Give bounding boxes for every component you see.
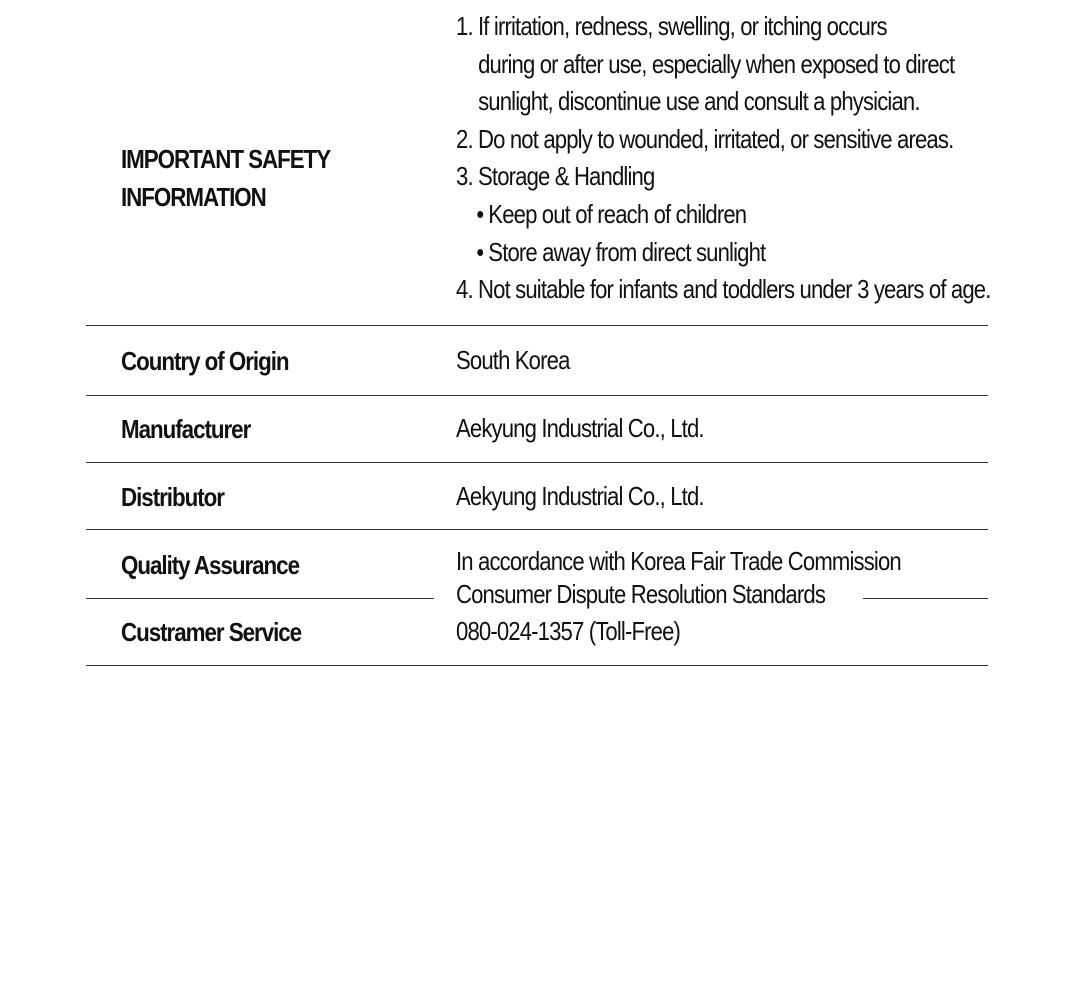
service-label: Custramer Service xyxy=(121,617,302,647)
safety-item-1-continued: sunlight, discontinue use and consult a physician. xyxy=(478,86,920,117)
bullet-text: Keep out of reach of children xyxy=(488,198,747,229)
row-divider-left xyxy=(86,598,434,599)
origin-label: Country of Origin xyxy=(121,346,289,376)
row-divider-right xyxy=(863,598,988,599)
safety-item-1: 1. If irritation, redness, swelling, or itching occurs xyxy=(456,11,887,41)
safety-item-3: 3. Storage & Handling xyxy=(456,161,655,192)
bullet-icon: • xyxy=(476,236,484,267)
bullet-icon: • xyxy=(476,198,484,229)
table-bottom-divider xyxy=(86,665,988,666)
safety-list xyxy=(456,8,991,309)
safety-label xyxy=(121,140,330,216)
safety-label-line: INFORMATION xyxy=(121,182,266,212)
row-divider xyxy=(86,529,988,530)
safety-item-3-bullet xyxy=(456,196,991,234)
safety-item-2: 2. Do not apply to wounded, irritated, or sensitive areas. xyxy=(456,123,954,154)
origin-value: South Korea xyxy=(456,345,570,375)
quality-value-line: In accordance with Korea Fair Trade Commission xyxy=(456,546,901,576)
safety-item-1-continued: during or after use, especially when exposed to direct xyxy=(478,48,955,79)
safety-item-3-bullet xyxy=(456,234,991,272)
quality-value-line: Consumer Dispute Resolution Standards xyxy=(456,579,826,609)
row-divider xyxy=(86,395,988,396)
safety-item-4: 4. Not suitable for infants and toddlers under 3 years of age. xyxy=(456,274,991,305)
manufacturer-value: Aekyung Industrial Co., Ltd. xyxy=(456,413,704,443)
quality-label: Quality Assurance xyxy=(121,550,299,580)
bullet-text: Store away from direct sunlight xyxy=(488,236,766,267)
quality-value xyxy=(456,545,901,611)
manufacturer-label: Manufacturer xyxy=(121,414,251,444)
distributor-value: Aekyung Industrial Co., Ltd. xyxy=(456,481,704,511)
distributor-label: Distributor xyxy=(121,482,224,512)
row-divider xyxy=(86,325,988,326)
row-divider xyxy=(86,462,988,463)
safety-label-line: IMPORTANT SAFETY xyxy=(121,144,331,174)
service-value: 080-024-1357 (Toll-Free) xyxy=(456,616,681,646)
